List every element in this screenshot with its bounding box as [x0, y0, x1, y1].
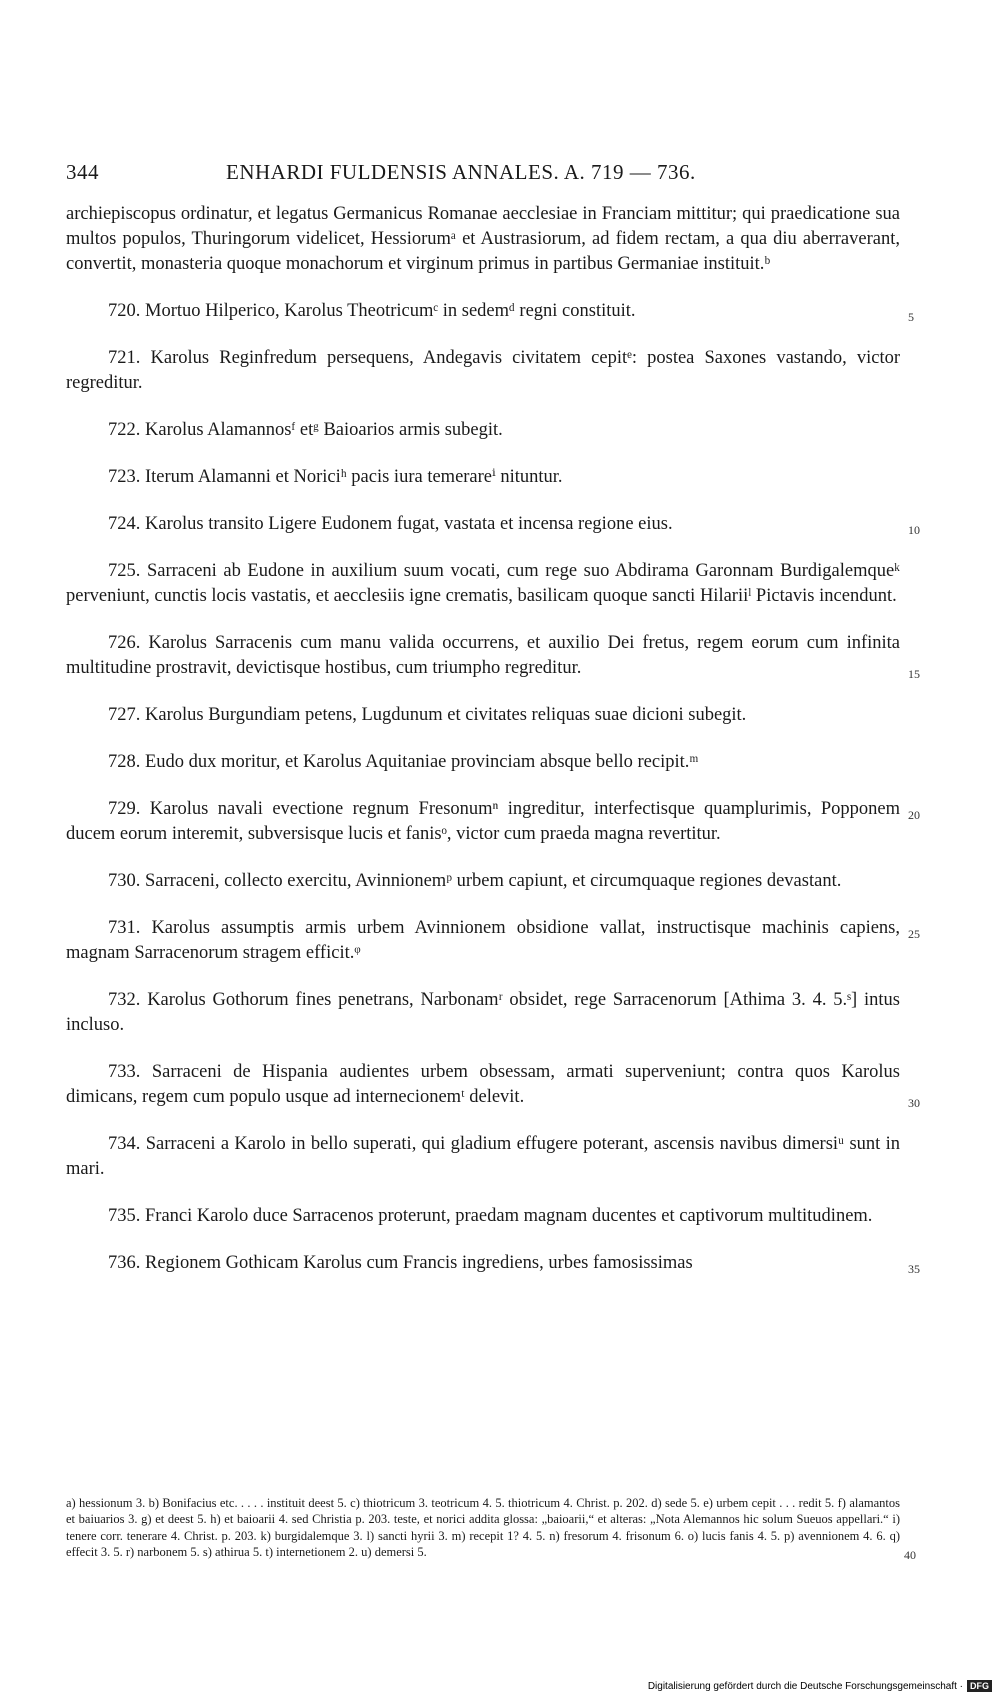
entry-year: 731.: [108, 918, 141, 938]
annal-entry: [66, 346, 900, 396]
entry-year: 721.: [108, 348, 141, 368]
margin-line-number: 20: [908, 808, 920, 822]
annal-entry: [66, 1132, 900, 1182]
entry-year: 734.: [108, 1134, 141, 1154]
annal-entry: [66, 559, 900, 609]
margin-line-number: 10: [908, 523, 920, 537]
entry-year: 729.: [108, 799, 141, 819]
credit-text: Digitalisierung gefördert durch die Deutsche Forschungsgemeinschaft ·: [647, 1680, 963, 1692]
annal-entries: [66, 299, 920, 1276]
margin-line-number: 5: [908, 310, 914, 324]
page-number: 344: [66, 160, 99, 184]
entry-year: 725.: [108, 561, 141, 581]
annal-entry: [66, 465, 900, 490]
entry-year: 720.: [108, 301, 141, 321]
main-text: [66, 202, 920, 1276]
entry-year: 730.: [108, 871, 141, 891]
entry-text: Karolus Gothorum fines penetrans, Narbonamʳ obsidet, rege Sarracenorum [Athima 3. 4. 5.ˢ] intus incluso.: [66, 990, 901, 1035]
entry-text: Karolus Sarracenis cum manu valida occurrens, et auxilio Dei fretus, regem eorum cum infinita multitudine prostravit, devictisque hostibus, cum triumpho regreditur.: [66, 633, 900, 678]
annal-entry: [66, 631, 920, 681]
footnote-text: a) hessionum 3. b) Bonifacius etc. . . . . instituit deest 5. c) thiotricum 3. teotricum 4. 5. thiotricum 4. Christ. p. 202. d) sede 5. e) urbem cepit . . . redit 5. f) alamantos et baiuarios 3. g) et deest 5. h) et baioarii 4. sed Christia p. 203. teste, et norici addita glossa: „baioarii,“ et alteras: „Nota Alemannos hic solum Sueuos appellari.“ i) tenere corr. tenerare 4. Christ. p. 203. k) burgidalemque 3. l) sancti hyrii 3. m) recepit 1? 4. 5. n) fresorum 4. frisonum 6. o) lucis fanis 4. 5. p) avennionem 4. 6. q) effecit 3. 5. r) narbonem 5. s) athirua 5. t) internetionem 2. u) demersi 5.: [66, 1496, 900, 1560]
entry-text: Regionem Gothicam Karolus cum Francis ingrediens, urbes famosissimas: [145, 1253, 693, 1273]
entry-text: Karolus assumptis armis urbem Avinnionem obsidione vallat, instructisque machinis capiens, magnam Sarracenorum stragem efficit.ᵠ: [66, 918, 901, 963]
annal-entry: [66, 299, 914, 324]
annal-entry: [66, 418, 900, 443]
entry-text: Karolus navali evectione regnum Fresonumⁿ ingreditur, interfectisque quamplurimis, Popponem ducem eorum interemit, subversisque lucis et fanisᵒ, victor cum praeda magna revertitur.: [66, 799, 900, 844]
annal-entry: [66, 1251, 920, 1276]
entry-text: Karolus Reginfredum persequens, Andegavis civitatem cepitᵉ: postea Saxones vastando, victor regreditur.: [66, 348, 900, 393]
entry-year: 727.: [108, 705, 141, 725]
entry-text: Karolus transito Ligere Eudonem fugat, vastata et incensa regione eius.: [145, 514, 673, 534]
entry-text: Karolus Alamannosᶠ etᵍ Baioarios armis subegit.: [145, 420, 503, 440]
entry-text: Sarraceni de Hispania audientes urbem obsessam, armati superveniunt; contra quos Karolus dimicans, regem cum populo usque ad internecionemᵗ delevit.: [66, 1062, 901, 1107]
entry-year: 722.: [108, 420, 141, 440]
annal-entry: [66, 916, 920, 966]
footnotes: [66, 1495, 916, 1562]
annal-entry: [66, 512, 920, 537]
annal-entry: [66, 988, 900, 1038]
entry-year: 735.: [108, 1206, 141, 1226]
entry-year: 723.: [108, 467, 141, 487]
intro-paragraph: archiepiscopus ordinatur, et legatus Germanicus Romanae aecclesiae in Franciam mittitur; qui praedicatione sua multos populos, Thuringorum videlicet, Hessiorumᵃ et Austrasiorum, ad fidem rectam, a qua diu aberraverant, convertit, monasteria quoque monachorum et virginum primus in partibus Germaniae instituit.ᵇ: [66, 204, 900, 274]
annal-entry: [66, 797, 920, 847]
margin-line-number: 25: [908, 927, 920, 941]
entry-year: 732.: [108, 990, 141, 1010]
entry-year: 724.: [108, 514, 141, 534]
entry-text: Karolus Burgundiam petens, Lugdunum et civitates reliquas suae dicioni subegit.: [145, 705, 747, 725]
entry-year: 736.: [108, 1253, 141, 1273]
entry-text: Sarraceni, collecto exercitu, Avinnionemᵖ urbem capiunt, et circumquaque regiones devastant.: [145, 871, 842, 891]
footnote-line-number: 40: [904, 1548, 916, 1562]
entry-text: Sarraceni a Karolo in bello superati, qui gladium effugere poterant, ascensis navibus dimersiᵘ sunt in mari.: [66, 1134, 900, 1179]
entry-text: Eudo dux moritur, et Karolus Aquitaniae provinciam absque bello recipit.ᵐ: [145, 752, 699, 772]
annal-entry: [66, 1204, 900, 1229]
digitization-credit: [648, 1680, 992, 1692]
running-header: [66, 160, 900, 190]
entry-year: 728.: [108, 752, 141, 772]
entry-text: Franci Karolo duce Sarracenos proterunt, praedam magnam ducentes et captivorum multitudinem.: [145, 1206, 873, 1226]
margin-line-number: 30: [908, 1096, 920, 1110]
entry-year: 733.: [108, 1062, 141, 1082]
dfg-logo: DFG: [967, 1680, 992, 1692]
margin-line-number: 15: [908, 667, 920, 681]
entry-text: Mortuo Hilperico, Karolus Theotricumᶜ in sedemᵈ regni constituit.: [145, 301, 636, 321]
annal-entry: [66, 703, 900, 728]
entry-year: 726.: [108, 633, 141, 653]
entry-text: Sarraceni ab Eudone in auxilium suum vocati, cum rege suo Abdirama Garonnam Burdigalemqueᵏ perveniunt, cunctis locis vastatis, et aecclesiis igne crematis, basilicam quoque sancti Hilariiˡ Pictavis incendunt.: [66, 561, 901, 606]
annal-entry: [66, 1060, 920, 1110]
annal-entry: [66, 750, 900, 775]
running-title: ENHARDI FULDENSIS ANNALES. A. 719 — 736.: [226, 160, 696, 184]
margin-line-number: 35: [908, 1262, 920, 1276]
annal-entry: [66, 869, 900, 894]
entry-text: Iterum Alamanni et Noriciʰ pacis iura temerareⁱ nituntur.: [145, 467, 563, 487]
